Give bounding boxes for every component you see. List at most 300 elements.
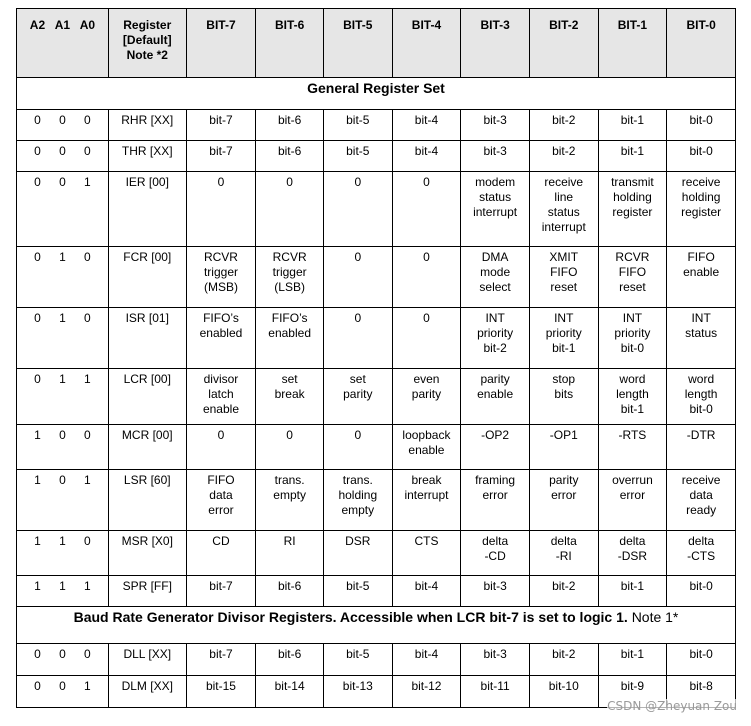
bit-7-cell bbox=[186, 308, 256, 369]
bit-0-cell bbox=[667, 470, 736, 531]
bit-description-line: FIFO’s bbox=[271, 311, 308, 325]
bit-4-cell bbox=[392, 369, 461, 425]
bit-description-line: FIFO bbox=[207, 473, 235, 487]
bit-description-line: bit-0 bbox=[689, 579, 713, 593]
bit-6-cell bbox=[256, 110, 324, 141]
bit-description-line: delta bbox=[550, 534, 577, 548]
bit-description-line: break bbox=[274, 387, 305, 401]
bit-description-line: status bbox=[685, 326, 718, 340]
bit-2-cell bbox=[529, 531, 598, 576]
bit-5-cell bbox=[323, 369, 392, 425]
bit-3-cell bbox=[461, 576, 530, 607]
bit-5-cell bbox=[323, 247, 392, 308]
bit-7-cell bbox=[186, 247, 256, 308]
address-cell bbox=[17, 644, 109, 676]
bit-description-line: error bbox=[208, 503, 234, 517]
addr-a1-value: 1 bbox=[59, 534, 66, 548]
bit-description-line: 0 bbox=[217, 428, 225, 442]
bit-1-cell bbox=[598, 531, 667, 576]
addr-a2-value: 0 bbox=[34, 175, 41, 189]
bit-description-line: loopback bbox=[402, 428, 451, 442]
bit-7-cell bbox=[186, 425, 256, 470]
bit-0-cell bbox=[667, 141, 736, 172]
bit-description-line: 0 bbox=[217, 175, 225, 189]
bit-3-cell bbox=[461, 141, 530, 172]
bit-description-line: status bbox=[547, 205, 580, 219]
bit-6-cell bbox=[256, 531, 324, 576]
bit-description-line: divisor bbox=[203, 372, 239, 386]
bit-description-line: delta bbox=[619, 534, 646, 548]
bit-5-cell bbox=[323, 676, 392, 708]
bit-description-line: bit-3 bbox=[483, 113, 507, 127]
table-row bbox=[17, 644, 736, 676]
bit-1-cell bbox=[598, 425, 667, 470]
bit-description-line: line bbox=[554, 190, 574, 204]
bit-description-line: bit-7 bbox=[209, 579, 233, 593]
register-header-line-2: [Default] bbox=[122, 33, 172, 47]
addr-a0-value: 0 bbox=[84, 144, 91, 158]
bit-0-cell bbox=[667, 308, 736, 369]
table-row bbox=[17, 308, 736, 369]
bit-2-cell bbox=[529, 247, 598, 308]
bit-description-line: bit-7 bbox=[209, 144, 233, 158]
bit-7-header: BIT-7 bbox=[186, 9, 256, 78]
table-row bbox=[17, 576, 736, 607]
bit-description-line: ready bbox=[686, 503, 717, 517]
bit-description-line: empty bbox=[341, 503, 375, 517]
bit-description-line: (MSB) bbox=[203, 280, 238, 294]
bit-4-cell bbox=[392, 644, 461, 676]
bit-4-cell bbox=[392, 576, 461, 607]
bit-description-line: data bbox=[689, 488, 713, 502]
bit-7-cell bbox=[186, 470, 256, 531]
addr-a0-value: 0 bbox=[84, 428, 91, 442]
bit-description-line: bit-1 bbox=[620, 144, 645, 158]
address-cell bbox=[17, 425, 109, 470]
bit-7-cell bbox=[186, 644, 256, 676]
bit-5-cell bbox=[323, 172, 392, 247]
bit-description-line: bit-3 bbox=[483, 647, 507, 661]
address-cell bbox=[17, 172, 109, 247]
register-header bbox=[108, 9, 186, 78]
bit-description-line: holding bbox=[681, 190, 721, 204]
address-cell bbox=[17, 676, 109, 708]
bit-description-line: (LSB) bbox=[274, 280, 305, 294]
bit-description-line: bits bbox=[554, 387, 574, 401]
table-row bbox=[17, 172, 736, 247]
bit-description-line: enable bbox=[408, 443, 445, 457]
bit-7-cell bbox=[186, 676, 256, 708]
bit-2-cell bbox=[529, 576, 598, 607]
addr-a0-value: 1 bbox=[84, 679, 91, 693]
baud-section-row bbox=[17, 607, 736, 644]
register-name-cell: RHR [XX] bbox=[108, 110, 186, 141]
bit-0-cell bbox=[667, 425, 736, 470]
bit-description-line: bit-7 bbox=[209, 647, 233, 661]
bit-3-cell bbox=[461, 308, 530, 369]
bit-6-cell bbox=[256, 369, 324, 425]
bit-6-cell bbox=[256, 141, 324, 172]
bit-description-line: reset bbox=[619, 280, 646, 294]
addr-a1-value: 0 bbox=[59, 144, 66, 158]
bit-description-line: enable bbox=[202, 402, 239, 416]
bit-description-line: stop bbox=[552, 372, 576, 386]
baud-rate-section-title bbox=[17, 607, 736, 644]
bit-3-cell bbox=[461, 644, 530, 676]
bit-0-cell bbox=[667, 644, 736, 676]
register-name-cell: IER [00] bbox=[108, 172, 186, 247]
bit-description-line: -OP1 bbox=[549, 428, 578, 442]
bit-description-line: FIFO’s bbox=[203, 311, 239, 325]
address-cell bbox=[17, 247, 109, 308]
bit-0-cell bbox=[667, 531, 736, 576]
addr-a0-value: 0 bbox=[84, 250, 91, 264]
addr-a1-value: 0 bbox=[59, 113, 66, 127]
bit-description-line: bit-11 bbox=[480, 679, 510, 693]
bit-description-line: bit-5 bbox=[346, 113, 370, 127]
bit-6-cell bbox=[256, 308, 324, 369]
bit-description-line: bit-1 bbox=[620, 113, 645, 127]
bit-description-line: overrun bbox=[612, 473, 653, 487]
bit-description-line: priority bbox=[614, 326, 651, 340]
bit-description-line: reset bbox=[550, 280, 578, 294]
bit-description-line: -RI bbox=[555, 549, 572, 563]
bit-2-cell bbox=[529, 676, 598, 708]
bit-description-line: length bbox=[616, 387, 649, 401]
bit-2-cell bbox=[529, 425, 598, 470]
bit-3-header: BIT-3 bbox=[461, 9, 530, 78]
addr-a2-header: A2 bbox=[29, 18, 46, 32]
bit-3-cell bbox=[461, 247, 530, 308]
addr-a1-value: 0 bbox=[59, 175, 66, 189]
register-name-cell: ISR [01] bbox=[108, 308, 186, 369]
bit-2-cell bbox=[529, 470, 598, 531]
bit-1-cell bbox=[598, 247, 667, 308]
bit-description-line: parity bbox=[480, 372, 510, 386]
bit-6-cell bbox=[256, 425, 324, 470]
bit-description-line: -DTR bbox=[686, 428, 716, 442]
bit-4-cell bbox=[392, 247, 461, 308]
bit-description-line: empty bbox=[273, 488, 306, 502]
table-row bbox=[17, 110, 736, 141]
watermark: CSDN @Zheyuan Zou bbox=[607, 699, 737, 713]
bit-6-cell bbox=[256, 172, 324, 247]
bit-description-line: bit-6 bbox=[277, 579, 302, 593]
bit-0-header: BIT-0 bbox=[667, 9, 736, 78]
bit-description-line: RCVR bbox=[203, 250, 238, 264]
register-name-cell: LCR [00] bbox=[108, 369, 186, 425]
bit-description-line: FIFO bbox=[687, 250, 715, 264]
bit-3-cell bbox=[461, 470, 530, 531]
bit-5-cell bbox=[323, 110, 392, 141]
bit-description-line: bit-2 bbox=[552, 113, 576, 127]
bit-description-line: bit-4 bbox=[414, 647, 439, 661]
bit-description-line: bit-6 bbox=[277, 647, 302, 661]
addr-a1-value: 1 bbox=[59, 250, 66, 264]
register-header-line-3: Note *2 bbox=[126, 48, 168, 62]
bit-description-line: -DSR bbox=[617, 549, 648, 563]
addr-a2-value: 1 bbox=[34, 428, 41, 442]
bit-1-cell bbox=[598, 110, 667, 141]
bit-1-cell bbox=[598, 644, 667, 676]
address-cell bbox=[17, 308, 109, 369]
bit-5-header: BIT-5 bbox=[323, 9, 392, 78]
bit-description-line: length bbox=[684, 387, 718, 401]
addr-a1-value: 0 bbox=[59, 428, 66, 442]
bit-4-cell bbox=[392, 531, 461, 576]
bit-description-line: bit-1 bbox=[552, 341, 576, 355]
addr-a0-value: 1 bbox=[84, 579, 91, 593]
bit-1-cell bbox=[598, 172, 667, 247]
bit-4-cell bbox=[392, 425, 461, 470]
bit-2-header: BIT-2 bbox=[529, 9, 598, 78]
bit-description-line: set bbox=[349, 372, 366, 386]
bit-description-line: DSR bbox=[345, 534, 371, 548]
register-header-line-1: Register bbox=[123, 18, 172, 32]
bit-description-line: word bbox=[688, 372, 715, 386]
register-name-cell: FCR [00] bbox=[108, 247, 186, 308]
bit-description-line: enable bbox=[683, 265, 720, 279]
bit-description-line: register bbox=[612, 205, 653, 219]
bit-description-line: bit-2 bbox=[552, 579, 576, 593]
bit-6-header: BIT-6 bbox=[256, 9, 324, 78]
bit-description-line: trigger bbox=[272, 265, 307, 279]
bit-description-line: 0 bbox=[423, 250, 430, 264]
bit-description-line: bit-3 bbox=[483, 579, 507, 593]
bit-description-line: trans. bbox=[342, 473, 373, 487]
bit-4-cell bbox=[392, 676, 461, 708]
bit-5-cell bbox=[323, 470, 392, 531]
bit-description-line: bit-0 bbox=[689, 402, 713, 416]
bit-1-cell bbox=[598, 470, 667, 531]
bit-5-cell bbox=[323, 308, 392, 369]
general-register-set-title: General Register Set bbox=[17, 78, 736, 110]
addr-a0-value: 0 bbox=[84, 311, 91, 325]
bit-3-cell bbox=[461, 172, 530, 247]
addr-a2-value: 0 bbox=[34, 144, 41, 158]
bit-description-line: RCVR bbox=[615, 250, 650, 264]
addr-a1-value: 0 bbox=[59, 679, 66, 693]
bit-1-cell bbox=[598, 308, 667, 369]
baud-title-text: Baud Rate Generator Divisor Registers. Accessible when LCR bit-7 is set to logic 1. bbox=[73, 609, 628, 625]
bit-description-line: register bbox=[681, 205, 722, 219]
bit-description-line: 0 bbox=[423, 311, 430, 325]
address-cell bbox=[17, 576, 109, 607]
addr-a1-value: 1 bbox=[59, 579, 66, 593]
bit-4-cell bbox=[392, 172, 461, 247]
bit-description-line: RCVR bbox=[272, 250, 307, 264]
bit-description-line: bit-4 bbox=[414, 579, 439, 593]
bit-description-line: bit-10 bbox=[548, 679, 579, 693]
bit-6-cell bbox=[256, 247, 324, 308]
bit-description-line: interrupt bbox=[541, 220, 586, 234]
bit-description-line: INT bbox=[622, 311, 643, 325]
bit-description-line: trans. bbox=[274, 473, 305, 487]
bit-description-line: bit-1 bbox=[620, 579, 645, 593]
addr-a1-value: 0 bbox=[59, 473, 66, 487]
addr-a0-header: A0 bbox=[79, 18, 96, 32]
bit-2-cell bbox=[529, 644, 598, 676]
address-cell bbox=[17, 369, 109, 425]
addr-a2-value: 0 bbox=[34, 311, 41, 325]
bit-description-line: framing bbox=[475, 473, 516, 487]
bit-description-line: transmit bbox=[611, 175, 654, 189]
bit-4-cell bbox=[392, 110, 461, 141]
addr-a2-value: 0 bbox=[34, 679, 41, 693]
bit-description-line: mode bbox=[480, 265, 511, 279]
bit-description-line: receive bbox=[681, 473, 721, 487]
register-name-cell: SPR [FF] bbox=[108, 576, 186, 607]
addr-a0-value: 1 bbox=[84, 372, 91, 386]
bit-description-line: status bbox=[479, 190, 512, 204]
bit-description-line: bit-2 bbox=[552, 647, 576, 661]
addr-a1-value: 1 bbox=[59, 372, 66, 386]
bit-description-line: INT bbox=[554, 311, 574, 325]
table-row bbox=[17, 425, 736, 470]
bit-1-cell bbox=[598, 576, 667, 607]
bit-4-cell bbox=[392, 308, 461, 369]
bit-1-header: BIT-1 bbox=[598, 9, 667, 78]
bit-description-line: enabled bbox=[268, 326, 311, 340]
bit-description-line: bit-8 bbox=[689, 679, 713, 693]
bit-description-line: FIFO bbox=[618, 265, 647, 279]
bit-0-cell bbox=[667, 576, 736, 607]
bit-0-cell bbox=[667, 172, 736, 247]
bit-7-cell bbox=[186, 369, 256, 425]
addr-a1-value: 0 bbox=[59, 647, 66, 661]
addr-a0-value: 0 bbox=[84, 534, 91, 548]
bit-description-line: bit-2 bbox=[483, 341, 507, 355]
bit-description-line: delta bbox=[688, 534, 715, 548]
bit-6-cell bbox=[256, 576, 324, 607]
bit-3-cell bbox=[461, 425, 530, 470]
bit-4-cell bbox=[392, 141, 461, 172]
bit-2-cell bbox=[529, 369, 598, 425]
address-cell bbox=[17, 470, 109, 531]
bit-7-cell bbox=[186, 172, 256, 247]
bit-description-line: 0 bbox=[354, 250, 362, 264]
bit-3-cell bbox=[461, 676, 530, 708]
addr-a1-value: 1 bbox=[59, 311, 66, 325]
bit-description-line: bit-7 bbox=[209, 113, 233, 127]
bit-description-line: delta bbox=[482, 534, 509, 548]
bit-description-line: bit-5 bbox=[346, 647, 370, 661]
bit-description-line: bit-4 bbox=[414, 113, 439, 127]
bit-4-cell bbox=[392, 470, 461, 531]
bit-description-line: select bbox=[479, 280, 511, 294]
bit-description-line: holding bbox=[613, 190, 652, 204]
table-row bbox=[17, 531, 736, 576]
bit-description-line: word bbox=[619, 372, 646, 386]
bit-3-cell bbox=[461, 110, 530, 141]
register-name-cell: MCR [00] bbox=[108, 425, 186, 470]
bit-description-line: data bbox=[209, 488, 233, 502]
bit-description-line: modem bbox=[475, 175, 516, 189]
addr-a1-header: A1 bbox=[54, 18, 71, 32]
bit-description-line: parity bbox=[343, 387, 373, 401]
table-row bbox=[17, 369, 736, 425]
bit-description-line: bit-0 bbox=[689, 144, 713, 158]
register-name-cell: DLL [XX] bbox=[108, 644, 186, 676]
bit-7-cell bbox=[186, 110, 256, 141]
register-name-cell: THR [XX] bbox=[108, 141, 186, 172]
address-cell bbox=[17, 141, 109, 172]
bit-description-line: bit-6 bbox=[277, 113, 302, 127]
bit-description-line: 0 bbox=[354, 311, 362, 325]
bit-description-line: bit-9 bbox=[620, 679, 645, 693]
bit-description-line: bit-14 bbox=[274, 679, 305, 693]
address-cell bbox=[17, 110, 109, 141]
bit-description-line: priority bbox=[477, 326, 514, 340]
bit-description-line: 0 bbox=[423, 175, 430, 189]
register-name-cell: LSR [60] bbox=[108, 470, 186, 531]
bit-description-line: -CTS bbox=[687, 549, 716, 563]
bit-description-line: enabled bbox=[199, 326, 243, 340]
bit-description-line: bit-6 bbox=[277, 144, 302, 158]
bit-description-line: DMA bbox=[481, 250, 509, 264]
bit-0-cell bbox=[667, 369, 736, 425]
addr-a2-value: 1 bbox=[34, 579, 41, 593]
bit-description-line: 0 bbox=[354, 175, 362, 189]
bit-description-line: bit-0 bbox=[689, 113, 713, 127]
bit-description-line: break bbox=[411, 473, 442, 487]
bit-description-line: 0 bbox=[354, 428, 362, 442]
bit-5-cell bbox=[323, 644, 392, 676]
bit-2-cell bbox=[529, 308, 598, 369]
bit-description-line: CD bbox=[212, 534, 230, 548]
bit-description-line: RI bbox=[283, 534, 296, 548]
bit-description-line: trigger bbox=[203, 265, 238, 279]
addr-a2-value: 1 bbox=[34, 473, 41, 487]
bit-1-cell bbox=[598, 141, 667, 172]
addr-a0-value: 0 bbox=[84, 113, 91, 127]
bit-description-line: XMIT bbox=[549, 250, 579, 264]
bit-description-line: bit-4 bbox=[414, 144, 439, 158]
bit-description-line: bit-12 bbox=[411, 679, 442, 693]
bit-description-line: -RTS bbox=[618, 428, 647, 442]
bit-5-cell bbox=[323, 531, 392, 576]
bit-description-line: bit-3 bbox=[483, 144, 507, 158]
bit-2-cell bbox=[529, 141, 598, 172]
bit-description-line: error bbox=[482, 488, 508, 502]
bit-5-cell bbox=[323, 425, 392, 470]
bit-description-line: error bbox=[619, 488, 646, 502]
bit-description-line: latch bbox=[208, 387, 234, 401]
addr-a0-value: 0 bbox=[84, 647, 91, 661]
bit-description-line: CTS bbox=[414, 534, 439, 548]
bit-4-header: BIT-4 bbox=[392, 9, 461, 78]
bit-description-line: bit-5 bbox=[346, 144, 370, 158]
bit-description-line: bit-5 bbox=[346, 579, 370, 593]
bit-6-cell bbox=[256, 470, 324, 531]
addr-a0-value: 1 bbox=[84, 473, 91, 487]
bit-0-cell bbox=[667, 110, 736, 141]
bit-description-line: FIFO bbox=[550, 265, 578, 279]
table-row bbox=[17, 247, 736, 308]
baud-note-text: Note 1* bbox=[631, 609, 679, 625]
address-cell bbox=[17, 531, 109, 576]
bit-2-cell bbox=[529, 172, 598, 247]
table-row bbox=[17, 470, 736, 531]
bit-description-line: bit-0 bbox=[620, 341, 645, 355]
bit-description-line: priority bbox=[545, 326, 582, 340]
bit-1-cell bbox=[598, 369, 667, 425]
bit-description-line: parity bbox=[549, 473, 579, 487]
bit-description-line: receive bbox=[681, 175, 721, 189]
bit-description-line: interrupt bbox=[404, 488, 449, 502]
addr-a2-value: 0 bbox=[34, 250, 41, 264]
table-row bbox=[17, 141, 736, 172]
